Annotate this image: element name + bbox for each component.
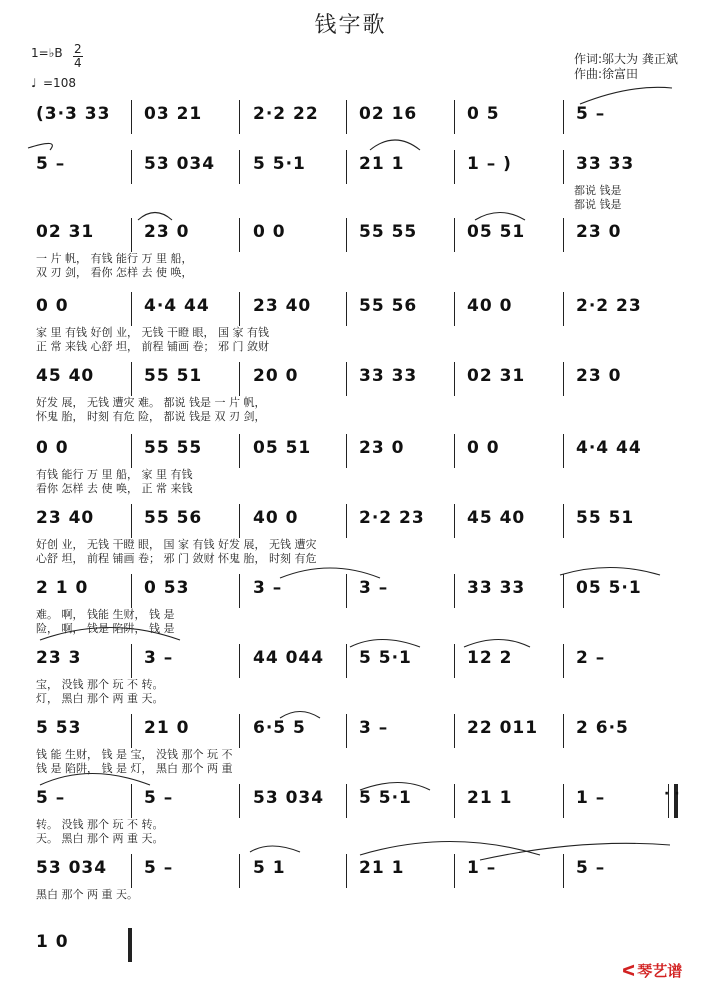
bar-line bbox=[346, 150, 347, 184]
measure-notes: 5 – bbox=[144, 858, 174, 878]
bar-line bbox=[563, 150, 564, 184]
measure-notes: 05 51 bbox=[467, 222, 526, 242]
measure-notes: 45 40 bbox=[467, 508, 526, 528]
time-numerator: 2 bbox=[74, 42, 82, 56]
measure-notes: 3 – bbox=[359, 578, 389, 598]
measure-notes: 5 53 bbox=[36, 718, 82, 738]
measure-notes: 2·2 23 bbox=[359, 508, 425, 528]
bar-line bbox=[454, 150, 455, 184]
bar-line bbox=[563, 644, 564, 678]
bar-line bbox=[239, 574, 240, 608]
bar-line bbox=[131, 504, 132, 538]
bar-line bbox=[563, 292, 564, 326]
song-title: 钱字歌 bbox=[314, 13, 387, 38]
measure-notes: 2 1 0 bbox=[36, 578, 89, 598]
measure-notes: 23 0 bbox=[359, 438, 405, 458]
measure-notes: 33 33 bbox=[576, 154, 635, 174]
measure-notes: 0 5 bbox=[467, 104, 500, 124]
lyric-line: 好发 展， 无钱 遭灾 难。 都说 钱是 一 片 帆， bbox=[36, 396, 266, 409]
score-row bbox=[0, 572, 701, 635]
bar-line bbox=[239, 504, 240, 538]
bar-line bbox=[454, 644, 455, 678]
measure-notes: 53 034 bbox=[144, 154, 216, 174]
measure-notes: 55 51 bbox=[144, 366, 203, 386]
measure-notes: 21 0 bbox=[144, 718, 190, 738]
measure-notes: 55 55 bbox=[359, 222, 418, 242]
bar-line bbox=[346, 714, 347, 748]
credits bbox=[574, 52, 678, 82]
measure-notes: 5 – bbox=[36, 154, 66, 174]
measure-notes: 55 56 bbox=[359, 296, 418, 316]
bar-line bbox=[563, 504, 564, 538]
measure-notes: 3 – bbox=[359, 718, 389, 738]
measure-notes: 53 034 bbox=[36, 858, 108, 878]
measure-notes: 22 011 bbox=[467, 718, 539, 738]
measure-notes: 5 – bbox=[36, 788, 66, 808]
bar-line bbox=[131, 218, 132, 252]
measure-notes: 40 0 bbox=[467, 296, 513, 316]
bar-line bbox=[563, 854, 564, 888]
lyric-line: 险， 啊， 钱是 陷阱， 钱 是 bbox=[36, 622, 175, 635]
time-signature bbox=[73, 43, 83, 70]
measure-notes: 23 0 bbox=[576, 222, 622, 242]
lyric-line: 宝， 没钱 那个 玩 不 转。 bbox=[36, 678, 164, 691]
lyric-line: 钱 能 生财， 钱 是 宝， 没钱 那个 玩 不 bbox=[36, 748, 233, 761]
lyric-line: 正 常 来钱 心舒 坦， 前程 铺画 卷； 邪 门 敛财 bbox=[36, 340, 269, 353]
measure-notes: 4·4 44 bbox=[144, 296, 210, 316]
measure-notes: 02 31 bbox=[36, 222, 95, 242]
bar-line bbox=[131, 150, 132, 184]
bar-line bbox=[454, 434, 455, 468]
measure-notes: 33 33 bbox=[359, 366, 418, 386]
bar-line bbox=[346, 218, 347, 252]
measure-notes: 05 51 bbox=[253, 438, 312, 458]
bar-line bbox=[563, 100, 564, 134]
bar-line bbox=[239, 218, 240, 252]
lyric-line: 家 里 有钱 好创 业， 无钱 干瞪 眼， 国 家 有钱 bbox=[36, 326, 269, 339]
measure-notes: 23 0 bbox=[144, 222, 190, 242]
score-row bbox=[0, 432, 701, 495]
bar-line bbox=[563, 714, 564, 748]
bar-line bbox=[454, 574, 455, 608]
lyric-line: 怀鬼 胎， 时刻 有危 险， 都说 钱是 双 刃 剑， bbox=[36, 410, 266, 423]
lyricist: 作词:邬大为 龚正斌 bbox=[574, 52, 678, 66]
bar-line bbox=[346, 362, 347, 396]
bar-line bbox=[346, 854, 347, 888]
bar-line bbox=[346, 574, 347, 608]
bar-line bbox=[131, 784, 132, 818]
bar-line bbox=[454, 714, 455, 748]
measure-notes: 1 – ) bbox=[467, 154, 512, 174]
key-signature bbox=[31, 42, 101, 96]
measure-notes: 0 53 bbox=[144, 578, 190, 598]
quarter-note-icon: ♩ bbox=[31, 76, 37, 90]
bar-line bbox=[454, 100, 455, 134]
measure-notes: 1 – bbox=[576, 788, 606, 808]
bar-line bbox=[346, 644, 347, 678]
measure-notes: 0 0 bbox=[36, 438, 69, 458]
measure-notes: 45 40 bbox=[36, 366, 95, 386]
bar-line bbox=[454, 504, 455, 538]
bar-line bbox=[239, 854, 240, 888]
repeat-dots: · · bbox=[664, 786, 680, 802]
measure-notes: 05 5·1 bbox=[576, 578, 642, 598]
measure-notes: 5 5·1 bbox=[253, 154, 306, 174]
lyric-line: 难。 啊， 钱能 生财， 钱 是 bbox=[36, 608, 175, 621]
lyric-line: 有钱 能行 万 里 船， 家 里 有钱 bbox=[36, 468, 193, 481]
measure-notes: 1 – bbox=[467, 858, 497, 878]
final-bar-line bbox=[128, 928, 132, 962]
bar-line bbox=[239, 434, 240, 468]
measure-notes: 5 5·1 bbox=[359, 788, 412, 808]
bar-line bbox=[346, 100, 347, 134]
bar-line bbox=[239, 100, 240, 134]
bar-line bbox=[563, 574, 564, 608]
lyric-line: 心舒 坦， 前程 铺画 卷； 邪 门 敛财 怀鬼 胎， 时刻 有危 bbox=[36, 552, 317, 565]
score-row bbox=[0, 642, 701, 705]
measure-notes: 53 034 bbox=[253, 788, 325, 808]
measure-notes: 0 0 bbox=[253, 222, 286, 242]
measure-notes: 3 – bbox=[144, 648, 174, 668]
bar-line bbox=[454, 292, 455, 326]
measure-notes: 55 51 bbox=[576, 508, 635, 528]
measure-notes: 12 2 bbox=[467, 648, 513, 668]
measure-notes: 2·2 23 bbox=[576, 296, 642, 316]
bar-line bbox=[131, 362, 132, 396]
measure-notes: 2 – bbox=[576, 648, 606, 668]
bar-line bbox=[563, 784, 564, 818]
bar-line bbox=[239, 784, 240, 818]
key-label: 1=♭B bbox=[31, 46, 63, 60]
time-denominator: 4 bbox=[74, 56, 82, 70]
bar-line bbox=[131, 574, 132, 608]
measure-notes: 3 – bbox=[253, 578, 283, 598]
lyric-line: 钱 是 陷阱， 钱 是 灯， 黑白 那个 两 重 bbox=[36, 762, 233, 775]
site-logo bbox=[622, 960, 682, 981]
measure-notes: 02 16 bbox=[359, 104, 418, 124]
bar-line bbox=[131, 100, 132, 134]
bar-line bbox=[563, 218, 564, 252]
measure-notes: 2 6·5 bbox=[576, 718, 629, 738]
measure-notes: 5 5·1 bbox=[359, 648, 412, 668]
bar-line bbox=[346, 292, 347, 326]
bar-line bbox=[346, 434, 347, 468]
bar-line bbox=[346, 784, 347, 818]
bar-line bbox=[239, 714, 240, 748]
bar-line bbox=[239, 292, 240, 326]
bar-line bbox=[239, 362, 240, 396]
bar-line bbox=[454, 784, 455, 818]
lyric-line: 灯， 黑白 那个 两 重 天。 bbox=[36, 692, 164, 705]
measure-notes: 33 33 bbox=[467, 578, 526, 598]
logo-mark-icon: ᐸ bbox=[622, 962, 636, 980]
lyric-line: 一 片 帆， 有钱 能行 万 里 船， bbox=[36, 252, 193, 265]
lyric-line: 转。 没钱 那个 玩 不 转。 bbox=[36, 818, 164, 831]
bar-line bbox=[131, 434, 132, 468]
measure-notes: 23 3 bbox=[36, 648, 82, 668]
measure-notes: 0 0 bbox=[467, 438, 500, 458]
tempo-value: =108 bbox=[43, 76, 76, 90]
measure-notes: 23 0 bbox=[576, 366, 622, 386]
lyric-line: 都说 钱是 bbox=[574, 198, 622, 211]
bar-line bbox=[454, 218, 455, 252]
bar-line bbox=[131, 854, 132, 888]
score-row bbox=[0, 926, 701, 986]
score-row bbox=[0, 852, 701, 912]
bar-line bbox=[131, 714, 132, 748]
bar-line bbox=[346, 504, 347, 538]
bar-line bbox=[239, 150, 240, 184]
measure-notes: 2·2 22 bbox=[253, 104, 319, 124]
bar-line bbox=[454, 854, 455, 888]
tempo-marking bbox=[31, 76, 76, 90]
score-row bbox=[0, 290, 701, 353]
measure-notes: 55 56 bbox=[144, 508, 203, 528]
bar-line bbox=[563, 362, 564, 396]
measure-notes: 0 0 bbox=[36, 296, 69, 316]
bar-line bbox=[131, 292, 132, 326]
measure-notes: (3·3 33 bbox=[36, 104, 111, 124]
bar-line bbox=[239, 644, 240, 678]
lyric-line: 天。 黑白 那个 两 重 天。 bbox=[36, 832, 164, 845]
score-row bbox=[0, 216, 701, 279]
measure-notes: 1 0 bbox=[36, 932, 69, 952]
composer: 作曲:徐富田 bbox=[574, 67, 639, 81]
measure-notes: 4·4 44 bbox=[576, 438, 642, 458]
bar-line bbox=[563, 434, 564, 468]
bar-line bbox=[454, 362, 455, 396]
score-row bbox=[0, 148, 701, 211]
lyric-line: 黑白 那个 两 重 天。 bbox=[36, 888, 138, 901]
measure-notes: 5 – bbox=[576, 104, 606, 124]
measure-notes: 20 0 bbox=[253, 366, 299, 386]
measure-notes: 55 55 bbox=[144, 438, 203, 458]
measure-notes: 5 – bbox=[576, 858, 606, 878]
lyric-line: 好创 业， 无钱 干瞪 眼， 国 家 有钱 好发 展， 无钱 遭灾 bbox=[36, 538, 317, 551]
lyric-line: 都说 钱是 bbox=[574, 184, 622, 197]
measure-notes: 23 40 bbox=[36, 508, 95, 528]
measure-notes: 5 1 bbox=[253, 858, 286, 878]
measure-notes: 6·5 5 bbox=[253, 718, 306, 738]
score-row bbox=[0, 712, 701, 775]
bar-line bbox=[131, 644, 132, 678]
measure-notes: 5 – bbox=[144, 788, 174, 808]
measure-notes: 40 0 bbox=[253, 508, 299, 528]
lyric-line: 双 刃 剑， 看你 怎样 去 使 唤， bbox=[36, 266, 193, 279]
measure-notes: 21 1 bbox=[359, 154, 405, 174]
measure-notes: 02 31 bbox=[467, 366, 526, 386]
lyric-line: 看你 怎样 去 使 唤， 正 常 来钱 bbox=[36, 482, 193, 495]
score-row bbox=[0, 502, 701, 565]
measure-notes: 21 1 bbox=[467, 788, 513, 808]
measure-notes: 44 044 bbox=[253, 648, 325, 668]
score-row bbox=[0, 360, 701, 423]
logo-text: 琴艺谱 bbox=[637, 962, 683, 980]
measure-notes: 21 1 bbox=[359, 858, 405, 878]
score-row bbox=[0, 782, 701, 845]
measure-notes: 03 21 bbox=[144, 104, 203, 124]
measure-notes: 23 40 bbox=[253, 296, 312, 316]
